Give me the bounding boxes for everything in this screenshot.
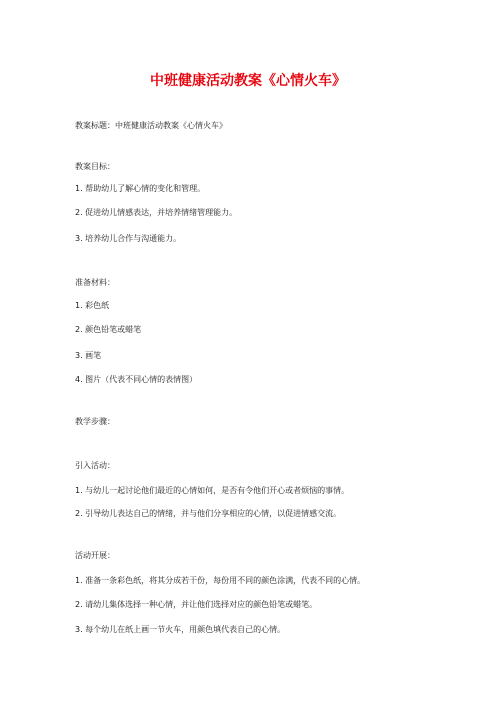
document-title: 中班健康活动教案《心情火车》 xyxy=(150,73,346,89)
material-item-2: 2. 颜色铅笔或蜡笔 xyxy=(75,325,142,334)
material-item-1: 1. 彩色纸 xyxy=(75,301,110,310)
materials-heading: 准备材料： xyxy=(75,278,115,287)
activity-item-2: 2. 请幼儿集体选择一种心情，并让他们选择对应的颜色铅笔或蜡笔。 xyxy=(75,600,318,609)
intro-item-1: 1. 与幼儿一起讨论他们最近的心情如何，是否有令他们开心或者烦恼的事情。 xyxy=(75,486,350,495)
material-item-4: 4. 图片（代表不同心情的表情图） xyxy=(75,375,198,384)
goal-item-3: 3. 培养幼儿合作与沟通能力。 xyxy=(75,234,182,243)
intro-item-2: 2. 引导幼儿表达自己的情绪，并与他们分享相应的心情，以促进情感交流。 xyxy=(75,509,342,518)
goal-item-1: 1. 帮助幼儿了解心情的变化和管理。 xyxy=(75,184,206,193)
plan-title-line: 教案标题：中班健康活动教案《心情火车》 xyxy=(75,121,227,130)
steps-heading: 教学步骤： xyxy=(75,417,115,426)
material-item-3: 3. 画笔 xyxy=(75,351,102,360)
activity-item-1: 1. 准备一条彩色纸，将其分成若干份，每份用不同的颜色涂满，代表不同的心情。 xyxy=(75,576,366,585)
intro-heading: 引入活动： xyxy=(75,461,115,470)
goals-heading: 教案目标： xyxy=(75,162,115,171)
goal-item-2: 2. 促进幼儿情感表达，并培养情绪管理能力。 xyxy=(75,208,238,217)
activity-item-3: 3. 每个幼儿在纸上画一节火车，用颜色填代表自己的心情。 xyxy=(75,625,286,634)
activity-heading: 活动开展： xyxy=(75,551,115,560)
